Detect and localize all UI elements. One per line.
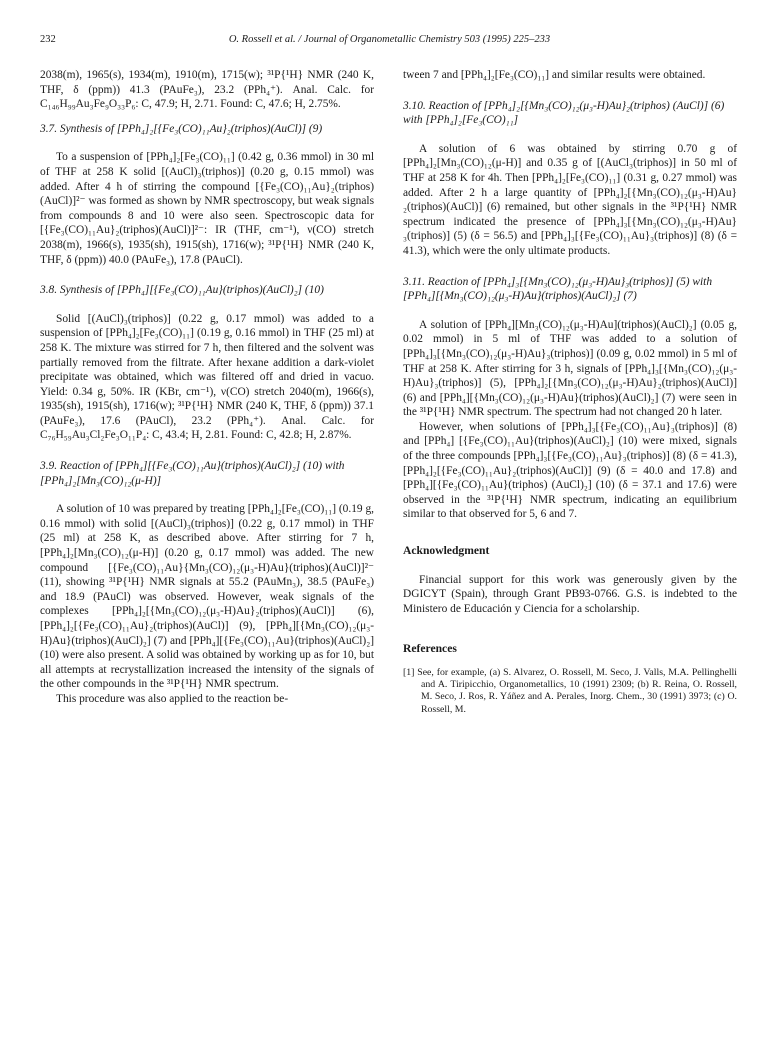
section-heading-3-8: 3.8. Synthesis of [PPh₄][{Fe₃(CO)₁₁Au}(triphos)(AuCl)₂] (10) xyxy=(40,284,324,297)
paragraph-3-7: To a suspension of [PPh₄]₂[Fe₃(CO)₁₁] (0.42 g, 0.36 mmol) in 30 ml of THF at 258 K solid [(AuCl)₃(triphos)] (0.20 g, 0.15 mmol) was added. After 4 h of stirring the compound [{Fe₃(CO)₁₁Au}₂(triphos)(AuCl)]²⁻ was formed as shown by NMR spectroscopy, but weak signals from compounds 8 and 10 were also seen. Spectroscopic data for [{Fe₃(CO)₁₁Au}₂(triphos)(AuCl)]²⁻: IR (THF, cm⁻¹), ν(CO) stretch 2038(m), 1966(s), 1935(sh), 1915(sh), 1716(w); ³¹P{¹H} NMR (240 K, THF, δ (ppm)) 40.0 (PAuFe₃), 17.8 (PAuCl). xyxy=(40,151,374,266)
paragraph-continued: 2038(m), 1965(s), 1934(m), 1910(m), 1715(w); ³¹P{¹H} NMR (240 K, THF, δ (ppm)) 41.3 (PAuFe₃), 23.2 (PPh₄⁺). Anal. Calc. for C₁₄₆H₉₉Au₃Fe₉O₃₃P₆: C, 47.9; H, 2.71. Found: C, 47.6; H, 2.75%. xyxy=(40,69,374,111)
right-column xyxy=(403,68,737,716)
paragraph-continued-right: tween 7 and [PPh₄]₂[Fe₃(CO)₁₁] and similar results were obtained. xyxy=(403,69,706,81)
section-heading-3-9: 3.9. Reaction of [PPh₄][{Fe₃(CO)₁₁Au}(triphos)(AuCl)₂] (10) with [PPh₄]₂[Mn₃(CO)₁₂(μ-H)] xyxy=(40,460,345,487)
reference-item: [1] See, for example, (a) S. Alvarez, O. Rossell, M. Seco, J. Valls, M.A. Pellinghelli and A. Tiripicchio, Organometallics, 10 (1991) 2309; (b) R. Reina, O. Rossell, M. Seco, J. Ros, R. Yáñez and A. Perales, Inorg. Chem., 30 (1991) 3973; (c) O. Rossell, M. xyxy=(403,667,737,715)
section-heading-3-7: 3.7. Synthesis of [PPh₄]₂[{Fe₃(CO)₁₁Au}₂(triphos)(AuCl)] (9) xyxy=(40,122,323,135)
section-heading-3-11: 3.11. Reaction of [PPh₄]₃[{Mn₃(CO)₁₂(μ₃-H)Au}₃(triphos)] (5) with [PPh₄][{Mn₃(CO)₁₂(μ₃-H)Au}(triphos)(AuCl)₂] (7) xyxy=(403,275,713,303)
acknowledgment-heading: Acknowledgment xyxy=(403,544,490,558)
paragraph-3-11-a: A solution of [PPh₄][Mn₃(CO)₁₂(μ₃-H)Au](triphos)(AuCl)₂] (0.05 g, 0.02 mmol) in 5 ml of THF was added to a solution of [PPh₄]₃[{Mn₃(CO)₁₂(μ₃-H)Au}₃(triphos)] (0.09 g, 0.02 mmol) in 5 ml of THF at 258 K. After stirring for 3 h, signals of [PPh₄]₃[{Mn₃(CO)₁₂(μ₃-H)Au}₃(triphos)] (5), [PPh₄]₂[{Mn₃(CO)₁₂(μ₃-H)Au}₂(triphos)(AuCl)] (6) and [PPh₄][{Mn₃(CO)₁₂(μ₃-H)Au}(triphos)(AuCl)₂] (7) were seen in the ³¹P{¹H} NMR spectrum. The spectrum had not changed 20 h later. xyxy=(403,318,737,419)
running-title: O. Rossell et al. / Journal of Organometallic Chemistry 503 (1995) 225–233 xyxy=(228,34,551,45)
paragraph-3-10: A solution of 6 was obtained by stirring 0.70 g of [PPh₄]₂[Mn₃(CO)₁₂(μ-H)] and 0.35 g of [(AuCl₃(triphos)] in 50 ml of THF at 258 K for 4h. Then [PPh₄]₂[Fe₃(CO)₁₁] (0.31 g, 0.27 mmol) was added. After 2 h a large quantity of [PPh₄]₂[{Mn₃(CO)₁₂(μ₃-H)Au}₂(triphos)(AuCl)] (6) remained, but other signals in the ³¹P{¹H} NMR spectrum indicated the presence of [PPh₄]₃[{Mn₃(CO)₁₂(μ₃-H)Au}₃(triphos)] (5) (δ = 56.5) and [PPh₄]₃[{Fe₃(CO)₁₁Au}₃(triphos)] (8) (δ = 41.3), which were the only ultimate products. xyxy=(403,142,737,257)
paragraph-3-8: Solid [(AuCl)₃(triphos)] (0.22 g, 0.17 mmol) was added to a suspension of [PPh₄]₂[Fe₃(CO)₁₁] (0.19 g, 0.16 mmol) in THF (25 ml) at 258 K. The mixture was stirred for 7 h, then filtered and the solvent was partially removed from the filtrate. After hexane addition a dark-violet precipitate was obtained, which was filtered off and dried in vacuo. Yield: 0.34 g, 50%. IR (KBr, cm⁻¹), ν(CO) stretch 2040(m), 1966(s), 1935(sh), 1915(sh), 1716(w); ³¹P{¹H} NMR (240 K, THF, δ (ppm)) 37.1 (PAuFe₃), 17.6 (PAuCl), 23.2 (PPh₄⁺). Anal. Calc. for C₇₆H₅₉Au₃Cl₂Fe₃O₁₁P₄: C, 43.4; H, 2.81. Found: C, 42.8; H, 2.87%. xyxy=(40,312,374,442)
page-number: 232 xyxy=(40,34,56,45)
section-heading-3-10: 3.10. Reaction of [PPh₄]₂[{Mn₃(CO)₁₂(μ₃-H)Au}₂(triphos) (AuCl)] (6) with [PPh₄]₂[Fe₃(CO)₁₁] xyxy=(403,99,725,127)
paragraph-3-9: A solution of 10 was prepared by treating [PPh₄]₂[Fe₃(CO)₁₁] (0.19 g, 0.16 mmol) with solid [(AuCl)₃(triphos)] (0.22 g, 0.17 mmol) in THF (25 ml) at 258 K, as described above. After stirring for 7 h, [PPh₄]₂[Mn₃(CO)₁₂(μ-H)] (0.20 g, 0.17 mmol) was added. The new compound [{Fe₃(CO)₁₁Au}{Mn₃(CO)₁₂(μ₃-H)Au}(triphos)(AuCl)]²⁻ (11), showing ³¹P{¹H} NMR signals at 55.2 (PAuMn₃), 38.5 (PAuFe₃) and 18.9 (PAuCl) was observed. However, weak signals of the complexes [PPh₄]₂[{Mn₃(CO)₁₂(μ₃-H)Au}₂(triphos)(AuCl)] (6), [PPh₄]₂[{Fe₃(CO)₁₁Au}₂(triphos)(AuCl)] (9), [PPh₄][{Mn₃(CO)₁₂(μ₃-H)Au}(triphos)(AuCl)₂] (7) and [PPh₄][{Fe₃(CO)₁₁Au}(triphos)(AuCl)₂] (10) were also present. A solid was obtained by working up as for 10, but all attempts at recrystallization increased the intensity of the signals of the other compounds in the ³¹P{¹H} NMR spectrum. xyxy=(40,503,374,691)
paragraph-3-9-end: This procedure was also applied to the reaction be- xyxy=(56,692,289,705)
paragraph-3-11-b: However, when solutions of [PPh₄]₃[{Fe₃(CO)₁₁Au}₃(triphos)] (8) and [PPh₄] [{Fe₃(CO)₁₁Au}(triphos)(AuCl)₂] (10) were mixed, signals of the three compounds [PPh₄]₃[{Fe₃(CO)₁₁Au}₃(triphos)] (8) (δ = 41.3), [PPh₄]₂[{Fe₃(CO)₁₁Au}₂(triphos)(AuCl)] (9) (δ = 40.0 and 17.8) and [PPh₄][{Fe₃(CO)₁₁Au}(triphos) (AuCl)₂] (10) (δ = 37.1 and 17.6) were observed in the ³¹P{¹H} NMR spectrum, indicating an equilibrium similar to that observed for 5, 6 and 7. xyxy=(403,420,737,521)
page-header xyxy=(40,34,739,50)
acknowledgment-text: Financial support for this work was generously given by the DGICYT (Spain), through Grant PB93-0766. G.S. is indebted to the Ministero de Educación y Ciencia for a scholarship. xyxy=(403,573,737,615)
references-heading: References xyxy=(403,642,457,656)
left-column xyxy=(40,68,374,707)
